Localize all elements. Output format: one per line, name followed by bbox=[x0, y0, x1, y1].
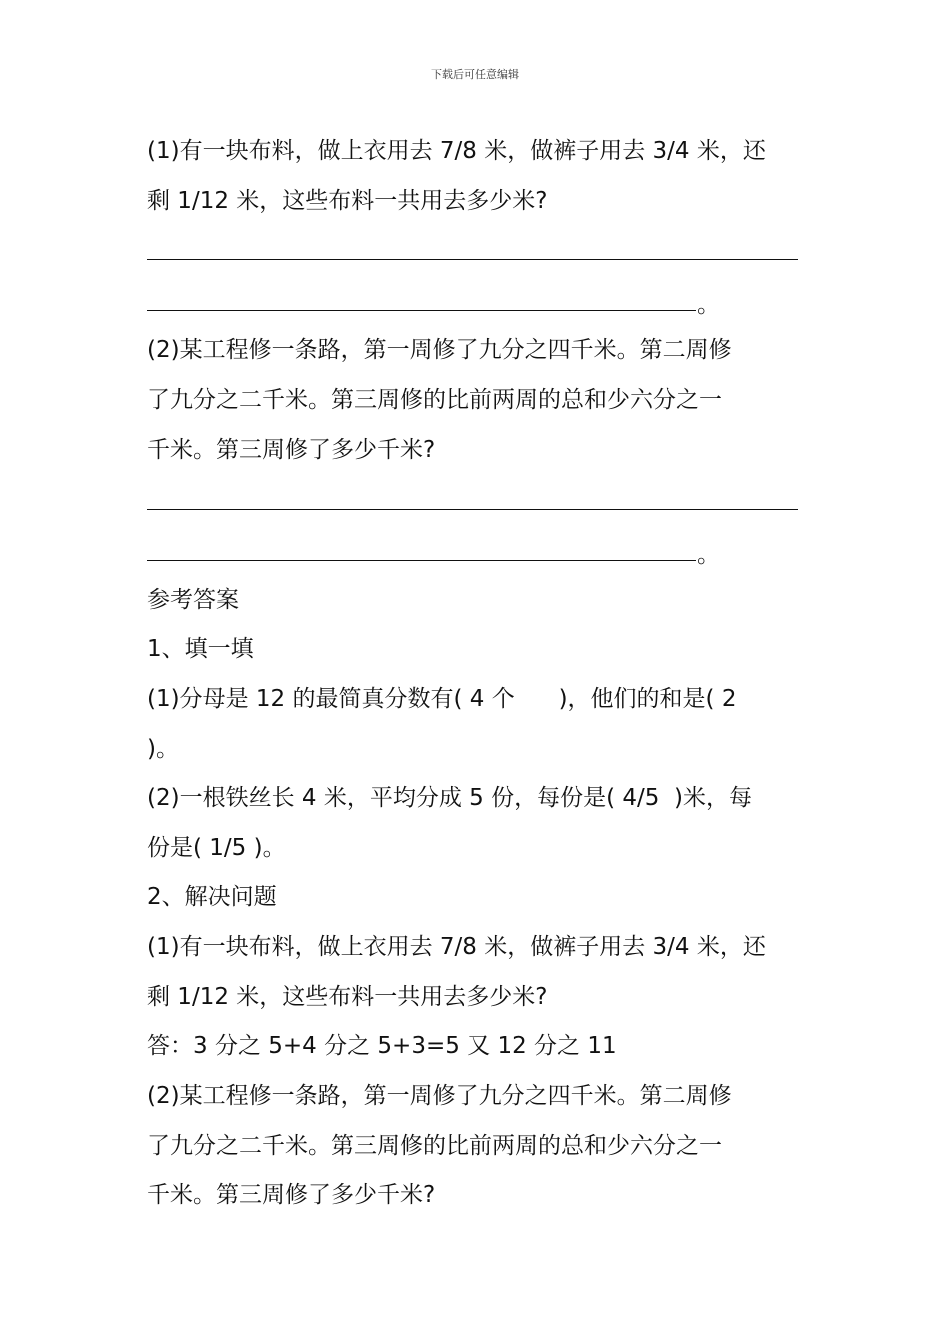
question-2-line-1: (2)某工程修一条路，第一周修了九分之四千米。第二周修 bbox=[147, 337, 732, 363]
blank-period: 。 bbox=[697, 292, 720, 318]
answer-2-2-question-line-2: 了九分之二千米。第三周修的比前两周的总和少六分之一 bbox=[147, 1133, 722, 1159]
answer-blank-2b[interactable] bbox=[147, 560, 696, 561]
question-1-line-1: (1)有一块布料，做上衣用去 7/8 米，做裤子用去 3/4 米，还 bbox=[147, 138, 766, 164]
answer-1-2-line-1: (2)一根铁丝长 4 米，平均分成 5 份，每份是( 4/5 )米，每 bbox=[147, 785, 752, 811]
answer-2-1-question-line-2: 剩 1/12 米，这些布料一共用去多少米? bbox=[147, 984, 548, 1010]
answer-blank-2a[interactable] bbox=[147, 509, 798, 510]
page-header: 下载后可任意编辑 bbox=[431, 68, 519, 81]
answer-1-1-line-1: (1)分母是 12 的最简真分数有( 4 个 )，他们的和是( 2 bbox=[147, 686, 737, 712]
question-1-line-2: 剩 1/12 米，这些布料一共用去多少米? bbox=[147, 188, 548, 214]
answer-blank-1b[interactable] bbox=[147, 310, 696, 311]
question-2-line-2: 了九分之二千米。第三周修的比前两周的总和少六分之一 bbox=[147, 387, 722, 413]
answer-1-1-line-2: )。 bbox=[147, 736, 179, 762]
answer-blank-1a[interactable] bbox=[147, 259, 798, 260]
answer-2-2-question-line-1: (2)某工程修一条路，第一周修了九分之四千米。第二周修 bbox=[147, 1083, 732, 1109]
question-2-line-3: 千米。第三周修了多少千米? bbox=[147, 437, 436, 463]
answer-1-2-line-2: 份是( 1/5 )。 bbox=[147, 835, 286, 861]
blank-period: 。 bbox=[697, 542, 720, 568]
answer-2-1-question-line-1: (1)有一块布料，做上衣用去 7/8 米，做裤子用去 3/4 米，还 bbox=[147, 934, 766, 960]
answer-2-2-question-line-3: 千米。第三周修了多少千米? bbox=[147, 1182, 436, 1208]
section-1-heading: 1、填一填 bbox=[147, 636, 254, 662]
answers-title: 参考答案 bbox=[147, 587, 239, 613]
answer-2-1-solution: 答：3 分之 5+4 分之 5+3=5 又 12 分之 11 bbox=[147, 1033, 617, 1059]
section-2-heading: 2、解决问题 bbox=[147, 884, 277, 910]
